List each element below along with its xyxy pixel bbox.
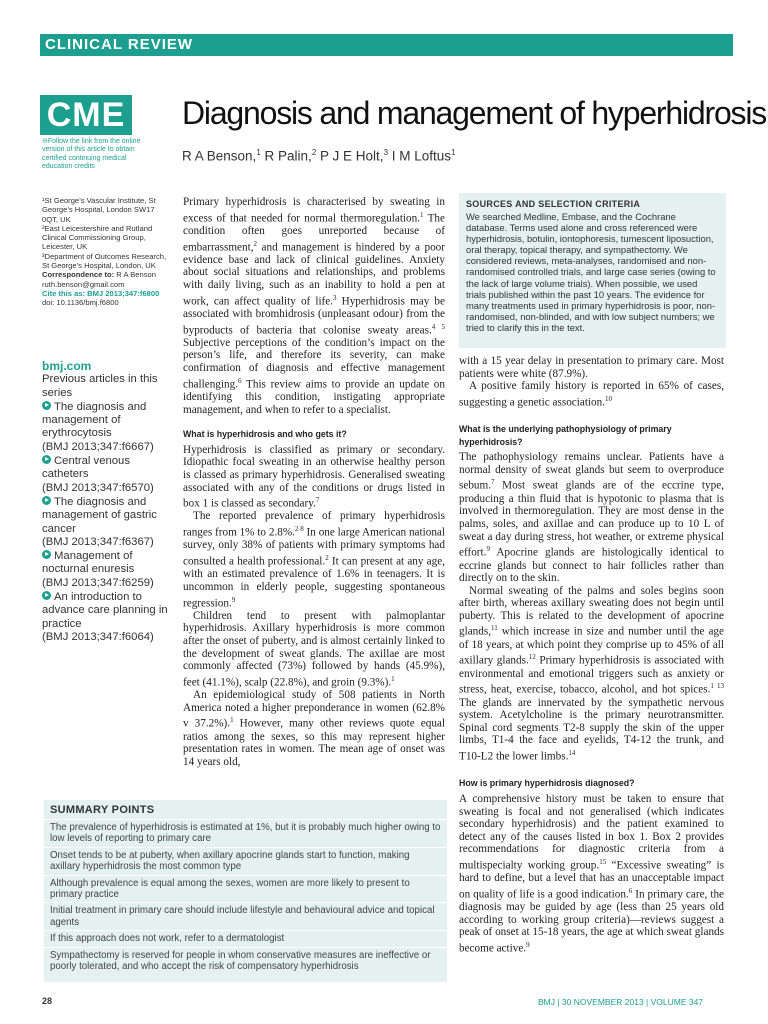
- doi[interactable]: doi: 10.1136/bmj.f6800: [42, 298, 119, 308]
- ref-sup: 1 13: [710, 682, 724, 691]
- text: The pathophysiology remains unclear. Patients have a normal density of sweat glands but seem to overproduce sebum.: [459, 451, 724, 493]
- text: and management is hindered by a poor evidence base and lack of clinical guidelines. Anxiety about social situations and relationships, and problems with daily living, such as an inability to hold a pen at work, can affect quality of life.: [183, 241, 445, 308]
- ref-sup: 9: [231, 595, 236, 604]
- ref-sup: 6: [238, 376, 242, 385]
- author-name: I M Loftus: [391, 148, 452, 164]
- cite-as: [42, 289, 170, 298]
- cme-logo: CME: [40, 95, 132, 135]
- article-title: Diagnosis and management of hyperhidrosis: [182, 95, 767, 131]
- section-heading: What is the underlying pathophysiology of primary hyperhidrosis?: [459, 424, 672, 447]
- related-site[interactable]: bmj.com: [42, 359, 92, 373]
- text: The condition often goes unreported because of embarrassment,: [183, 212, 445, 254]
- ref-sup: 12: [528, 653, 536, 662]
- correspondence-label: Correspondence to:: [42, 270, 115, 280]
- text: Primary hyperhidrosis is characterised by sweating in excess of that needed for normal thermoregulation.: [183, 196, 445, 225]
- ref-sup: 2: [325, 553, 329, 562]
- correspondence-text[interactable]: R A Benson ruth.benson@gmail.com: [42, 270, 156, 289]
- ref-sup: 1: [420, 210, 424, 219]
- related-item-ref: (BMJ 2013;347:f6570): [42, 481, 154, 494]
- related-item[interactable]: [42, 455, 174, 495]
- authors: [182, 148, 456, 164]
- text: Normal sweating of the palms and soles begins soon after birth, whereas axillary sweating does not begin until puberty. This is related to the development of apocrine glands,: [459, 584, 724, 639]
- ref-sup: 14: [568, 749, 576, 758]
- related-item[interactable]: [42, 401, 174, 454]
- text: “Excessive sweating” is hard to define, but a level that has an unacceptable impact on quality of life is a good indication.: [459, 859, 724, 901]
- related-item-ref: (BMJ 2013;347:f6667): [42, 440, 154, 453]
- paragraph: [459, 451, 724, 584]
- affiliations: [42, 196, 170, 308]
- text: It can present at any age, with an estimated prevalence of 1.6% in teenagers. It is uncommon in elderly people, suggesting spontaneous regression.: [183, 555, 445, 610]
- related-item-title: The diagnosis and management of erythrocytosis: [42, 400, 147, 440]
- text: A comprehensive history must be taken to ensure that sweating is focal and not generalised (which indicates secondary hyperhidrosis) and the patient examined to detect any of the causes listed in box 1. Box 2 provides recommendations for diagnostic criteria from a multispecialty working group.: [459, 792, 724, 872]
- body-column-2: [459, 355, 724, 955]
- related-item[interactable]: [42, 496, 174, 549]
- sources-heading: SOURCES AND SELECTION CRITERIA: [466, 199, 641, 209]
- play-arrow-icon: [42, 496, 51, 505]
- summary-heading: SUMMARY POINTS: [50, 804, 155, 816]
- ref-sup: 15: [599, 857, 607, 866]
- cite-label: Cite this as:: [42, 288, 86, 298]
- author-affil-sup: 1: [256, 148, 261, 157]
- paragraph: [183, 510, 445, 609]
- text: In one large American national survey, only 38% of patients with primary symptoms had consulted a health professional.: [183, 526, 445, 568]
- ref-sup: 4 5: [431, 322, 445, 331]
- section-heading: How is primary hyperhidrosis diagnosed?: [459, 778, 635, 789]
- play-arrow-icon: [42, 401, 51, 410]
- text: Primary hyperhidrosis is associated with environmental and emotional triggers such as anxiety or stress, heat, exercise, tobacco, alcohol, and hot spices.: [459, 655, 724, 697]
- ref-sup: 9: [526, 940, 530, 949]
- related-intro: Previous articles in this series: [42, 373, 158, 399]
- text: Apocrine glands are histologically identical to eccrine glands but connect to hair follicles rather than directly on to the skin.: [459, 546, 724, 585]
- affiliation-2: ²East Leicestershire and Rutland Clinical Commissioning Group, Leicester, UK: [42, 223, 153, 252]
- ref-sup: 9: [486, 545, 490, 554]
- text: This review aims to provide an update on identifying this condition, instigating appropriate management, and when to refer to a specialist.: [183, 378, 445, 416]
- paragraph: [459, 793, 724, 955]
- related-item-ref: (BMJ 2013;347:f6259): [42, 576, 154, 589]
- summary-point: Although prevalence is equal among the sexes, women are more likely to present to primary practice: [44, 875, 447, 903]
- related-articles: [42, 360, 174, 644]
- sources-box: [459, 193, 726, 348]
- section-heading: What is hyperhidrosis and who gets it?: [183, 429, 347, 440]
- play-arrow-icon: [42, 550, 51, 559]
- text: Most sweat glands are of the eccrine type, producing a thin fluid that is hypotonic to plasma that is involved in thermoregulation. They are most dense in the palms, soles, and axillae and can produce up to 10 L of sweat a day during stress, hot weather, or extreme physical effort.: [459, 480, 724, 559]
- ref-sup: 3: [333, 293, 337, 302]
- paragraph-intro: [183, 196, 445, 416]
- summary-box: [44, 800, 447, 982]
- text: In primary care, the diagnosis may be guided by age (less than 25 years old according to working group criteria)—reviews suggest a peak of onset at 15-18 years, the age at which sweat glands become active.: [459, 888, 724, 955]
- text: A positive family history is reported in 65% of cases, suggesting a genetic association.: [459, 380, 724, 409]
- text: Children tend to present with palmoplantar hyperhidrosis. Axillary hyperhidrosis is more common after the onset of puberty, and is almost certainly linked to the development of sweat glands. The axillae are most commonly affected (73%) followed by hands (45.9%), feet (41.1%), scalp (22.8%), and groin (9.3%).: [183, 609, 445, 689]
- paragraph: with a 15 year delay in presentation to primary care. Most patients were white (87.9%).: [459, 355, 724, 380]
- related-item-ref: (BMJ 2013;347:f6064): [42, 630, 154, 643]
- ref-sup: 11: [491, 624, 498, 633]
- sources-text: We searched Medline, Embase, and the Cochrane database. Terms used alone and cross referenced were hyperhidrosis, botulin, iontophoresis, tumescent liposuction, oral therapy, topical therapy, and sympathectomy. We considered reviews, meta-analyses, randomised and non-randomised controlled trials, and large case series (owing to the lack of large volume trials). When possible, we used trials published within the past 10 years. The evidence for many treatments used in primary hyperhidrosis is poor, non-randomised, non-blinded, and with low subject numbers; we tried to clarify this in the text.: [466, 211, 716, 333]
- text: The glands are innervated by the sympathetic nervous system. Acetylcholine is the primary neurotransmitter. Spinal cord segments T2-8 supply the skin of the upper limbs, T1-4 the face and eyelids, T4-12 the trunk, and T10-L2 the lower limbs.: [459, 696, 724, 763]
- text: Subjective perceptions of the condition’s impact on the person’s life, and therefore its severity, can make confirmation of diagnosis and effective management challenging.: [183, 336, 445, 391]
- paragraph: [183, 444, 445, 511]
- related-item[interactable]: [42, 591, 174, 644]
- text: Hyperhidrosis is classified as primary or secondary. Idiopathic focal sweating in an otherwise healthy person is classed as primary hyperhidrosis. Generalised sweating associated with any of the conditions or drugs listed in box 1 is classed as secondary.: [183, 443, 445, 510]
- text: An epidemiological study of 508 patients in North America noted a higher preponderance in women (62.8% v 37.2%).: [183, 689, 445, 731]
- author-name: R Palin,: [264, 148, 312, 164]
- affiliation-3: ³Department of Outcomes Research, St George’s Hospital, London, UK: [42, 251, 167, 271]
- ref-sup: 1: [230, 716, 234, 725]
- related-item-ref: (BMJ 2013;347:f6367): [42, 535, 154, 548]
- text: Hyperhidrosis may be associated with bromhidrosis (unpleasant odour) from the byproducts of bacteria that colonise sweaty areas.: [183, 295, 445, 337]
- play-arrow-icon: [42, 455, 51, 464]
- body-column-1: [183, 196, 445, 768]
- paragraph: [183, 610, 445, 689]
- section-bar-label: CLINICAL REVIEW: [45, 36, 194, 53]
- summary-point: Onset tends to be at puberty, when axillary apocrine glands start to function, making axillary hyperhidrosis the most common type: [44, 847, 447, 875]
- author-affil-sup: 2: [311, 148, 317, 157]
- correspondence: [42, 270, 170, 289]
- text: The reported prevalence of primary hyperhidrosis ranges from 1% to 2.8%.: [183, 510, 445, 539]
- author-affil-sup: 3: [383, 148, 389, 157]
- summary-point: If this approach does not work, refer to a dermatologist: [44, 930, 447, 946]
- ref-sup: 2 8: [294, 525, 304, 534]
- ref-sup: 7: [491, 478, 495, 487]
- summary-point: The prevalence of hyperhidrosis is estimated at 1%, but it is probably much higher owing to low levels of reporting to primary care: [44, 819, 447, 847]
- ref-sup: 1: [391, 674, 395, 683]
- text: which increase in size and number until the age of 18 years, at which point they comprise up to 45% of all axillary glands.: [459, 626, 724, 668]
- related-item[interactable]: [42, 550, 174, 590]
- related-item-title: Central venous catheters: [42, 455, 130, 481]
- affiliation-1: ¹St George’s Vascular Institute, St George’s Hospital, London SW17 0QT, UK: [42, 196, 156, 224]
- author-affil-sup: 1: [451, 148, 456, 157]
- related-item-title: Management of nocturnal enuresis: [42, 550, 135, 576]
- author-name: P J E Holt,: [320, 148, 384, 164]
- related-item-title: An introduction to advance care planning in practice: [42, 591, 168, 630]
- summary-point: Sympathectomy is reserved for people in whom conservative measures are ineffective or poorly tolerated, and who accept the risk of compensatory hyperhidrosis: [44, 947, 447, 975]
- ref-sup: 2: [253, 239, 258, 248]
- paragraph: [183, 689, 445, 768]
- paragraph: [459, 380, 724, 409]
- author-name: R A Benson,: [182, 148, 257, 164]
- text: However, many other reviews quote equal ratios among the sexes, so this may represent higher presentation rates in women. The mean age of onset was 14 years old,: [183, 718, 445, 768]
- section-bar: [40, 34, 733, 56]
- related-item-title: The diagnosis and management of gastric cancer: [42, 495, 157, 535]
- ref-sup: 10: [605, 394, 613, 403]
- page-number: 28: [42, 996, 53, 1006]
- ref-sup: 7: [315, 496, 320, 505]
- ref-sup: 6: [628, 886, 633, 895]
- cite-text: BMJ 2013;347:f6800: [85, 288, 160, 298]
- cme-note[interactable]: ⊖Follow the link from the online version of this article to obtain certified continuing medical education credits: [42, 138, 141, 170]
- summary-point: Initial treatment in primary care should include lifestyle and behavioural advice and topical agents: [44, 902, 447, 930]
- paragraph: [459, 585, 724, 764]
- play-arrow-icon: [42, 591, 51, 600]
- footer-issue: BMJ | 30 NOVEMBER 2013 | VOLUME 347: [538, 997, 704, 1007]
